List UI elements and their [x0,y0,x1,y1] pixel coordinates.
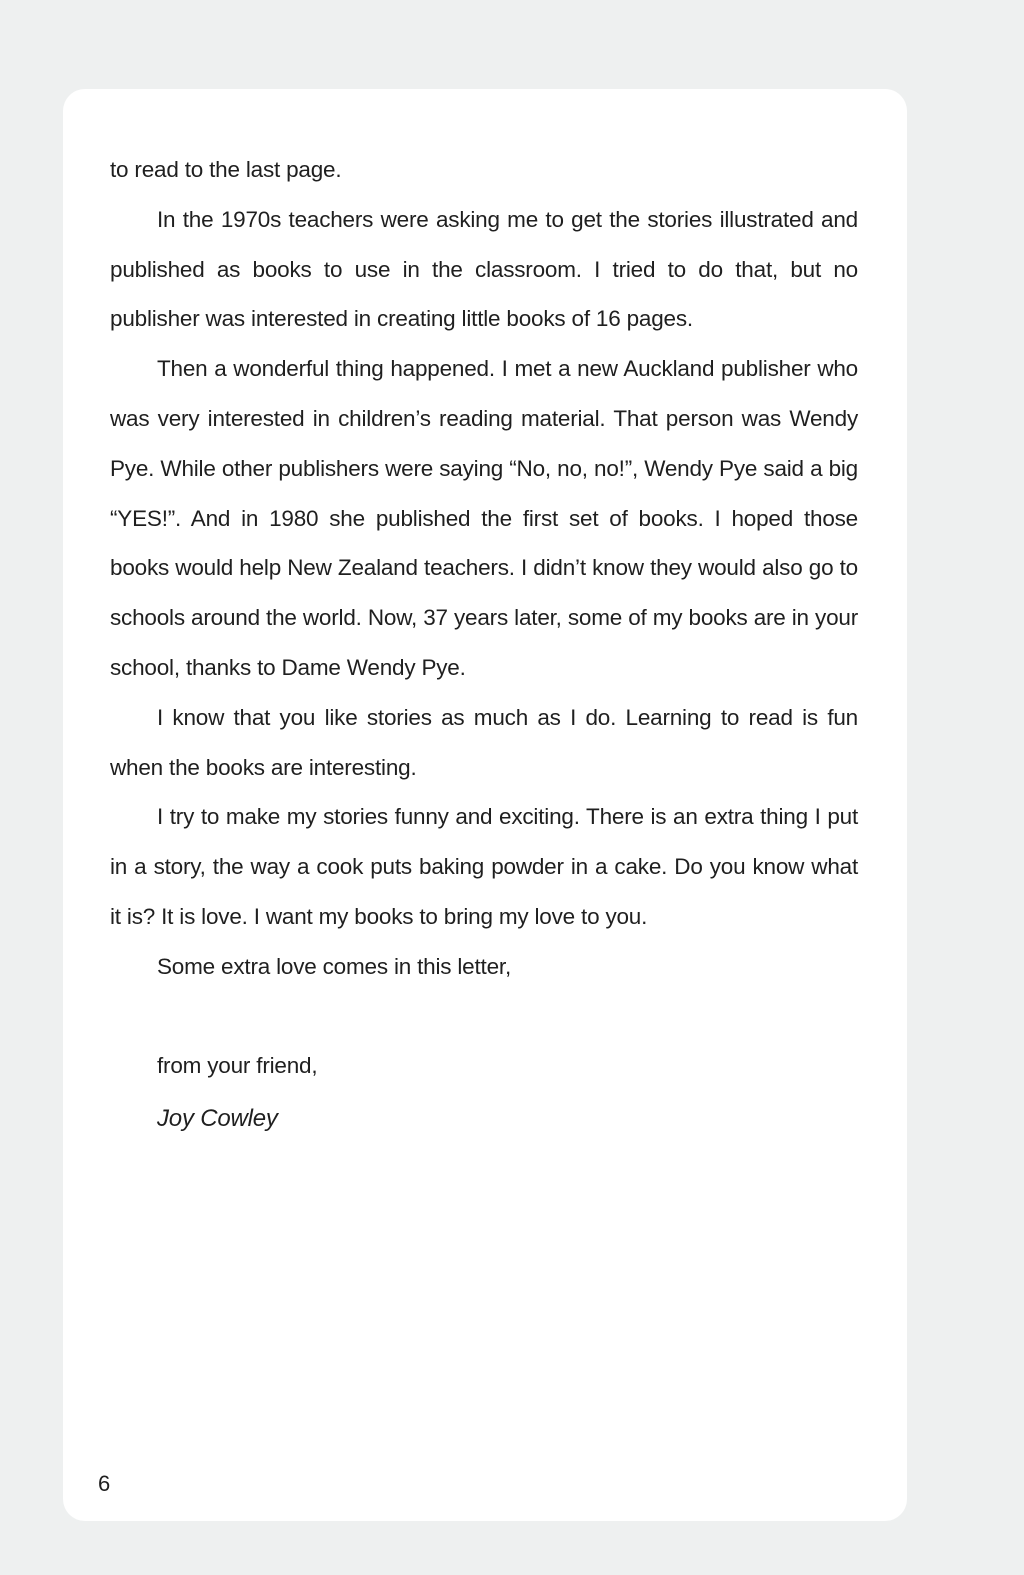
signature: Joy Cowley [157,1105,278,1133]
page-number: 6 [98,1471,111,1496]
paragraph-continuation: to read to the last page. [110,157,342,182]
letter-body [110,145,858,1147]
closing-line: from your friend, [157,1053,318,1079]
paragraph-wendy-pye: Then a wonderful thing happened. I met a new Auckland publisher who was very interested in children’s reading material. That person was Wendy Pye. While other publishers were saying “No, no, no!”, Wendy Pye said a big “YES!”. And in 1980 she published the first set of books. I hoped those books would help New Zealand teachers. I didn’t know they would also go to schools around the world. Now, 37 years later, some of my books are in your school, thanks to Dame Wendy Pye. [110,356,858,680]
paragraph-love: I try to make my stories funny and exciting. There is an extra thing I put in a story, the way a cook puts baking powder in a cake. Do you know what it is? It is love. I want my books to bring my love to you. [110,804,858,929]
paragraph-stories: I know that you like stories as much as I do. Learning to read is fun when the books are interesting. [110,704,858,780]
paragraph-1970s: In the 1970s teachers were asking me to get the stories illustrated and published as books to use in the classroom. I tried to do that, but no publisher was interested in creating little books of 16 pages. [110,206,858,332]
page-card [63,89,907,1521]
paragraph-extra-love: Some extra love comes in this letter, [157,953,512,979]
blank-line [110,992,858,1042]
